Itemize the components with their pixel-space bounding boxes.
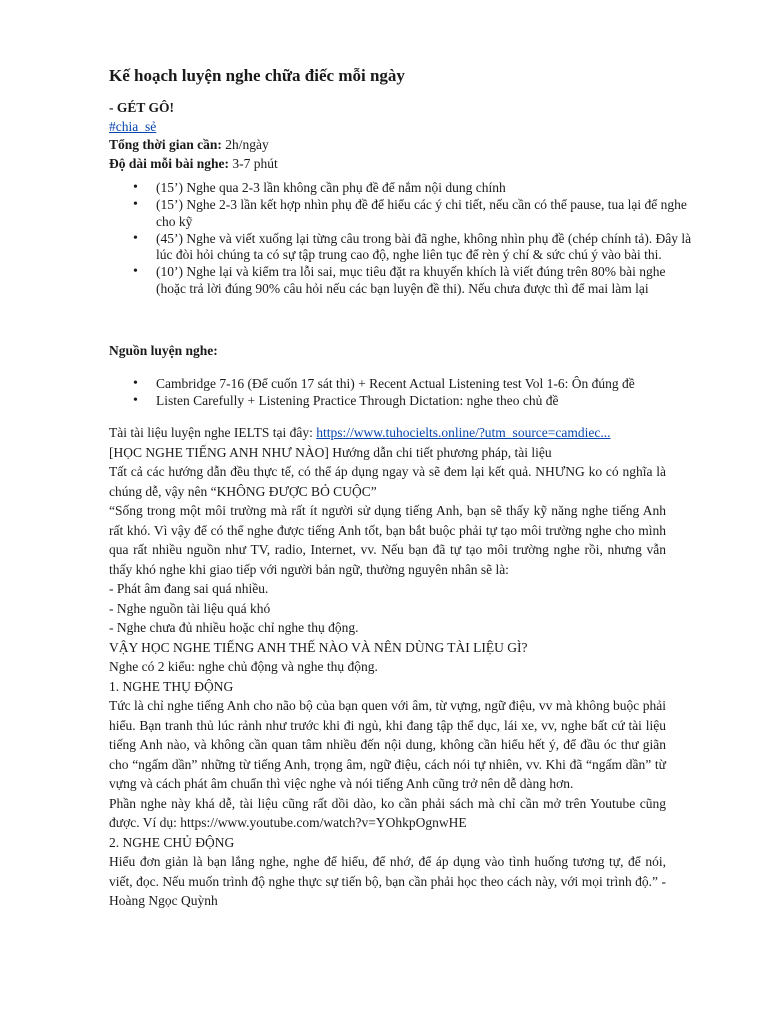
hashtag-link[interactable]: #chia_sẻ xyxy=(109,118,157,134)
active-heading: 2. NGHE CHỦ ĐỘNG xyxy=(109,834,235,850)
download-label: Tài tài liệu luyện nghe IELTS tại đây: xyxy=(109,425,317,440)
cause-item: - Phát âm đang sai quá nhiều. xyxy=(109,581,269,596)
paragraph: Tất cả các hướng dẫn đều thực tế, có thể áp dụng ngay và sẽ đem lại kết quả. NHƯNG ko có nghĩa là chúng dễ, vậy nên “KHÔNG ĐƯỢC BỎ CUỘC” xyxy=(109,464,666,499)
list-item: • Listen Carefully + Listening Practice Through Dictation: nghe theo chủ đề xyxy=(156,393,716,410)
length-label: Độ dài mỗi bài nghe: xyxy=(109,155,230,171)
paragraph: Nghe có 2 kiểu: nghe chủ động và nghe thụ động. xyxy=(109,659,378,674)
cause-item: - Nghe nguồn tài liệu quá khó xyxy=(109,600,271,616)
length-value: 3-7 phút xyxy=(229,155,278,171)
list-item: • Cambridge 7-16 (Để cuốn 17 sát thi) + Recent Actual Listening test Vol 1-6: Ôn đúng đề xyxy=(156,376,716,393)
passive-heading: 1. NGHE THỤ ĐỘNG xyxy=(109,678,234,694)
sources-heading: Nguồn luyện nghe: xyxy=(109,343,218,358)
document-title: Kế hoạch luyện nghe chữa điếc mỗi ngày xyxy=(109,66,405,85)
guide-title: [HỌC NGHE TIẾNG ANH NHƯ NÀO] Hướng dẫn chi tiết phương pháp, tài liệu xyxy=(109,444,552,460)
list-item: • (10’) Nghe lại và kiểm tra lỗi sai, mục tiêu đặt ra khuyến khích là viết đúng trên 80% bài nghe (hoặc trả lời đúng 90% câu hỏi nếu các bạn luyện đề thi). Nếu chưa được thì để mai làm lại xyxy=(156,264,696,297)
paragraph: Tức là chỉ nghe tiếng Anh cho não bộ của bạn quen với âm, từ vựng, ngữ điệu, vv mà không buộc phải hiểu. Bạn tranh thủ lúc rảnh như trước khi đi ngủ, khi đang tập thể dục, lái xe, vv, nghe bất cứ tài liệu tiếng Anh nào, và không cần quan tâm nhiều đến nội dung, không cần hiểu hết ý, để đầu óc thư giãn cho “ngấm dần” những từ tiếng Anh, trọng âm, ngữ điệu, cách nói tự nhiên, vv. Khi đã “ngấm dần” từ vựng và cách phát âm chuẩn thì việc nghe và nói tiếng Anh cũng trở nên dễ dàng hơn. xyxy=(109,698,666,791)
sources-list xyxy=(109,376,716,410)
section-question: VẬY HỌC NGHE TIẾNG ANH THẾ NÀO VÀ NÊN DÙNG TÀI LIỆU GÌ? xyxy=(109,639,528,655)
list-item: • (15’) Nghe qua 2-3 lần không cần phụ đề để nắm nội dung chính xyxy=(156,180,696,197)
list-item: • (45’) Nghe và viết xuống lại từng câu trong bài đã nghe, không nhìn phụ đề (chép chính tả). Đây là lúc đòi hỏi chúng ta có sự tập trung cao độ, nghe liên tục để rèn ý chí & sức chú ý vào bài thi. xyxy=(156,231,696,264)
meta-block xyxy=(109,99,278,173)
steps-list xyxy=(109,180,696,298)
paragraph: Hiểu đơn giản là bạn lắng nghe, nghe để hiểu, để nhớ, để áp dụng vào tình huống tương tự, để nói, viết, đọc. Nếu muốn trình độ nghe thực sự tiến bộ, bạn cần phải học theo cách này, với mọi trình độ.” - Hoàng Ngọc Quỳnh xyxy=(109,854,666,908)
total-time-label: Tổng thời gian cần: xyxy=(109,137,222,152)
total-time-value: 2h/ngày xyxy=(221,137,269,152)
paragraph: Phần nghe này khá dễ, tài liệu cũng rất dồi dào, ko cần phải sách mà chỉ cần mở trên Youtube cũng được. Ví dụ: https://www.youtube.com/watch?v=YOhkpOgnwHE xyxy=(109,795,666,830)
cause-item: - Nghe chưa đủ nhiều hoặc chỉ nghe thụ động. xyxy=(109,620,359,635)
paragraph: “Sống trong một môi trường mà rất ít người sử dụng tiếng Anh, bạn sẽ thấy kỹ năng nghe tiếng Anh rất khó. Vì vậy để có thể nghe được tiếng Anh tốt, bạn bắt buộc phải tự tạo môi trường nghe cho mình qua rất nhiều nguồn như TV, radio, Internet, vv. Nếu bạn đã tự tạo môi trường nghe rồi, nhưng vẫn thấy khó nghe khi giao tiếp với người bản ngữ, thường nguyên nhân sẽ là: xyxy=(109,503,666,577)
download-link[interactable]: https://www.tuhocielts.online/?utm_source=camdiec... xyxy=(316,425,611,440)
list-item: • (15’) Nghe 2-3 lần kết hợp nhìn phụ đề để hiểu các ý chi tiết, nếu cần có thể pause, tua lại để nghe cho kỹ xyxy=(156,197,696,230)
body-text xyxy=(109,423,666,911)
greeting: - GÉT GÔ! xyxy=(109,100,175,115)
